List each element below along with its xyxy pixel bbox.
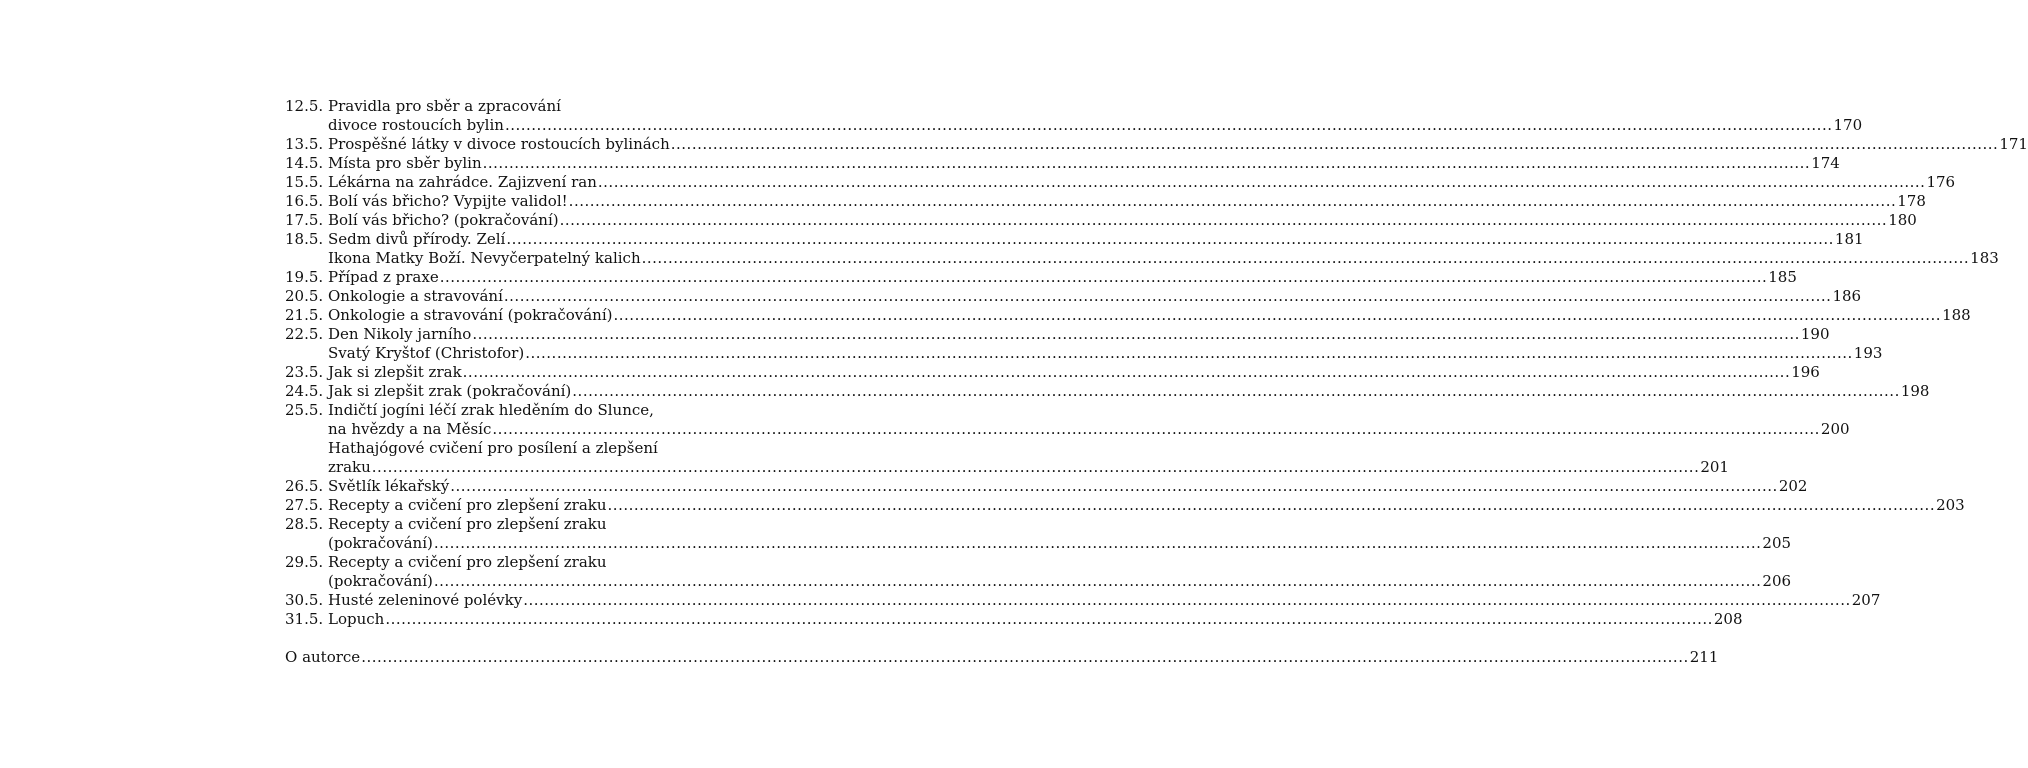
toc-leader-dots [483,154,1811,173]
toc-entry-number: 16.5. [285,192,324,210]
toc-entry-title: Jak si zlepšit zrak (pokračování) [328,382,572,400]
toc-leader-dots [608,496,1936,515]
toc-entry [285,439,734,458]
toc-leader-dots [504,287,1832,306]
toc-entry-page: 185 [1768,268,1797,286]
toc-entry-page: 178 [1897,192,1926,210]
toc-entry [285,477,1808,496]
toc-entry-title: Recepty a cvičení pro zlepšení zraku [328,515,607,533]
toc-entry-title: Případ z praxe [328,268,439,286]
toc-entry-page: 171 [1999,135,2028,153]
toc-entry-title: Onkologie a stravování (pokračování) [328,306,613,324]
toc-entry [285,553,734,572]
toc-entry [285,173,1956,192]
toc-entry-title: Bolí vás břicho? Vypijte validol! [328,192,568,210]
toc-leader-dots [372,458,1700,477]
toc-entry-number: 27.5. [285,496,324,514]
toc-entry-number: 12.5. [285,97,324,115]
toc-entry-number: 24.5. [285,382,324,400]
toc-entry-page: 181 [1834,230,1864,248]
toc-entry-title: Prospěšné látky v divoce rostoucích bylinách [328,135,670,153]
toc-leader-dots [472,325,1800,344]
toc-entry [285,591,1881,610]
toc-entry-number: 20.5. [285,287,324,305]
toc-entry [285,116,1863,135]
toc-entry-title: Bolí vás břicho? (pokračování) [328,211,559,229]
toc-entry-title: Sedm divů přírody. Zelí [328,230,506,248]
toc-entry [285,458,1729,477]
toc-entry [285,230,1864,249]
toc-entry-number: 19.5. [285,268,324,286]
toc-entry-title: Den Nikoly jarního [328,325,472,343]
toc-entry-number: 30.5. [285,591,324,609]
toc-leader-dots [361,648,1689,667]
toc-entry-title: Husté zeleninové polévky [328,591,523,609]
toc-entry-title: Recepty a cvičení pro zlepšení zraku [328,496,607,514]
toc-leader-dots [523,591,1851,610]
toc-entry-number: 31.5. [285,610,324,628]
toc-entry [285,534,1792,553]
toc-entries [285,97,2028,629]
toc-entry-title: Svatý Kryštof (Christofor) [328,344,525,362]
toc-entry-title: Jak si zlepšit zrak [328,363,462,381]
toc-entry [285,610,1743,629]
toc-entry [285,97,734,116]
toc-entry [285,268,1797,287]
toc-spacer [285,629,734,648]
toc-entry [285,306,1971,325]
toc-leader-dots [434,572,1762,591]
toc-entry-number: 23.5. [285,363,324,381]
toc-entry-page: 205 [1762,534,1792,552]
toc-leader-dots [572,382,1900,401]
toc-entry-page: 170 [1833,116,1863,134]
toc-entry-number: 18.5. [285,230,324,248]
toc-entry-page: 176 [1926,173,1956,191]
toc-entry-title: divoce rostoucích bylin [328,116,504,134]
toc-entry-number: 14.5. [285,154,324,172]
toc-leader-dots [569,192,1897,211]
toc-leader-dots [492,420,1820,439]
toc-entry [285,496,1965,515]
toc-entry [285,135,2028,154]
toc-entry-number: 29.5. [285,553,324,571]
toc-entry-number: 21.5. [285,306,324,324]
toc-entry-number: 28.5. [285,515,324,533]
toc-entry-page: 188 [1942,306,1971,324]
toc-entry-page: 196 [1791,363,1820,381]
toc-entry-title: Pravidla pro sběr a zpracování [328,97,561,115]
toc-entry-page: 208 [1713,610,1743,628]
toc-entry [285,154,1840,173]
toc-entry-title: Ikona Matky Boží. Nevyčerpatelný kalich [328,249,641,267]
toc-entry-page: 183 [1970,249,1999,267]
toc-leader-dots [505,116,1833,135]
toc-entry-number: 13.5. [285,135,324,153]
toc-entry-page: 203 [1936,496,1965,514]
toc-entry-title: Místa pro sběr bylin [328,154,482,172]
toc-entry [285,287,1862,306]
toc-leader-dots [671,135,1999,154]
toc-entry [285,325,1830,344]
toc-leader-dots [642,249,1970,268]
toc-entry-title: Lopuch [328,610,385,628]
toc-entry [285,515,734,534]
table-of-contents [285,97,2028,667]
toc-entry-title: Hathajógové cvičení pro posílení a zlepšení [328,439,658,457]
toc-entry-page: 201 [1700,458,1729,476]
toc-entry [285,249,1999,268]
toc-leader-dots [598,173,1926,192]
toc-leader-dots [525,344,1853,363]
toc-entry-title: zraku [328,458,371,476]
toc-entry-title: Indičtí jogíni léčí zrak hleděním do Slunce, [328,401,654,419]
toc-entry [285,363,1820,382]
toc-entry [285,572,1792,591]
toc-entry [285,401,734,420]
toc-entry [285,344,1883,363]
toc-entry [285,192,1926,211]
toc-entry-page: 193 [1853,344,1883,362]
toc-entry-author [285,648,1719,667]
toc-entry [285,420,1850,439]
toc-leader-dots [463,363,1791,382]
toc-entry-title: (pokračování) [328,534,433,552]
toc-entry-page: 207 [1851,591,1881,609]
toc-entry-number: 25.5. [285,401,324,419]
toc-entry-page: 202 [1778,477,1808,495]
toc-entry [285,382,1930,401]
toc-entry-title: na hvězdy a na Měsíc [328,420,492,438]
toc-entry-number: 26.5. [285,477,324,495]
toc-entry-title: Světlík lékařský [328,477,450,495]
toc-entry-page: 211 [1689,648,1719,666]
toc-entry-page: 174 [1811,154,1840,172]
toc-entry-number: 22.5. [285,325,324,343]
toc-leader-dots [434,534,1762,553]
toc-leader-dots [506,230,1834,249]
toc-leader-dots [560,211,1888,230]
toc-entry-page: 200 [1820,420,1850,438]
toc-leader-dots [614,306,1942,325]
toc-leader-dots [450,477,1778,496]
toc-entry-title: Recepty a cvičení pro zlepšení zraku [328,553,607,571]
toc-entry-title: Onkologie a stravování [328,287,503,305]
toc-entry-page: 180 [1888,211,1917,229]
toc-entry-title: Lékárna na zahrádce. Zajizvení ran [328,173,597,191]
toc-entry-number: 15.5. [285,173,324,191]
toc-entry-number: 17.5. [285,211,324,229]
toc-entry [285,211,1917,230]
toc-entry-page: 190 [1800,325,1830,343]
toc-entry-title: O autorce [285,648,361,666]
toc-entry-title: (pokračování) [328,572,433,590]
toc-leader-dots [385,610,1713,629]
toc-entry-page: 206 [1762,572,1792,590]
toc-entry-page: 198 [1900,382,1930,400]
toc-leader-dots [440,268,1768,287]
toc-entry-page: 186 [1832,287,1862,305]
